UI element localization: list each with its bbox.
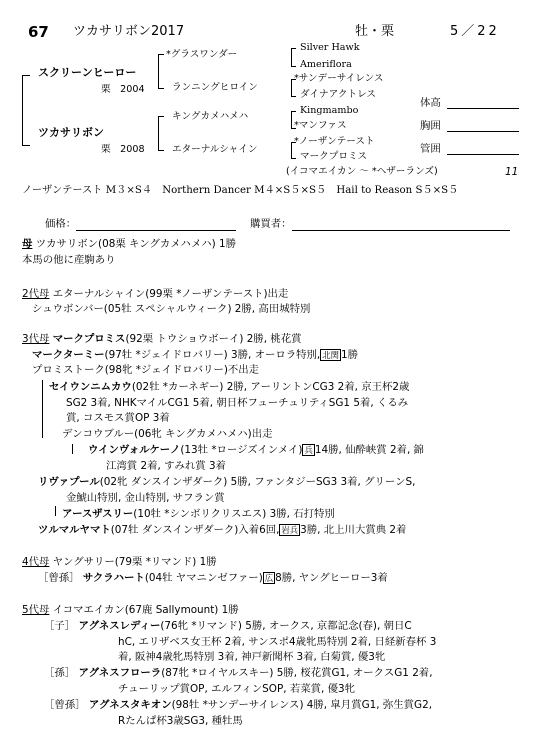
horse-record: (97牡 *ジェイドロバリー) 3勝, オーロラ特別, (104, 349, 321, 361)
gen2-head: エターナルシャイン(99栗 *ノーザンテースト)出走 (52, 288, 289, 300)
sire-name: スクリーンヒーロー (38, 66, 137, 79)
buyer-field[interactable] (292, 230, 510, 231)
horse-record: (02牝 ダンスインザダーク) 5勝, ファンタジーSG3 3着, グリーンS, (99, 476, 416, 488)
track-tag: 広 (264, 573, 274, 583)
track-tag: 岩兵 (281, 525, 299, 535)
dam-info: 栗 2008 (101, 144, 145, 155)
gen2-line: シュウボンバー(05牡 スペシャルウィーク) 2勝, 高田城特別 (32, 303, 311, 315)
section-tag: 4代母 (22, 556, 50, 568)
horse-record-after: 14勝, 仙酔峡賞 2着, 錦 (314, 444, 424, 456)
gen3-line-4: デンコウブルー(06牝 キングカメハメハ)出走 (62, 428, 273, 440)
horse-name: ツルマルヤマト (38, 524, 111, 536)
gen5-line-2-cont: チューリップ賞OP, エルフィンSOP, 若菜賞, 優3牝 (118, 683, 355, 695)
horse-name: ツカサリボン2017 (73, 24, 185, 39)
relation-bracket: ［子］ (44, 620, 76, 632)
dam-dam: エターナルシャイン (172, 144, 258, 155)
horse-record: (76牝 *リマンド) 5勝, オークス, 京都記念(春), 朝日C (160, 620, 412, 632)
g3-2: Ameriflora (300, 59, 352, 70)
horse-record: (87牝 *ロイヤルスキー) 5勝, 桜花賞G1, オークスG1 2着, (161, 667, 433, 679)
gen3-line-2: プロミストーク(98牝 *ジェイドロバリー)不出走 (32, 364, 260, 376)
horse-record: (10牡 *シンボリクリスエス) 3勝, 石打特別 (133, 508, 335, 520)
girth-label: 胸囲 (420, 120, 441, 132)
track-tag: 北関 (322, 350, 339, 360)
dam-section (22, 239, 236, 249)
relation-bracket: ［曾孫］ (44, 699, 86, 711)
pedigree-footnote: (イコマエイカン ～ *ヘザーランズ) (286, 166, 438, 177)
relation-bracket: ［孫］ (44, 667, 76, 679)
gen3-line-5 (88, 445, 424, 455)
track-tag: 兵 (304, 445, 313, 455)
horse-name: セイウンニムカウ (49, 381, 132, 393)
horse-record-after: 1勝 (340, 349, 358, 361)
gen3-line-5-cont: 江湾賞 2着, すみれ賞 3着 (106, 460, 226, 472)
price-label: 価格： (45, 218, 77, 230)
g3-5: Kingmambo (300, 105, 359, 116)
horse-record: (98牡 *サンデーサイレンス) 4勝, 皐月賞G1, 弥生賞G2, (171, 699, 432, 711)
horse-record: (04牡 ヤマニンゼファー) (144, 572, 263, 584)
inbreeding-line: ノーザンテースト M３×S４ Northern Dancer M４×S５×S５ Hail to Reason S５×S５ (22, 185, 459, 196)
horse-name: アグネスレディー (78, 620, 161, 632)
section-tag: 3代母 (22, 333, 50, 345)
gen5-line-1-cont1: hC, エリザベス女王杯 2着, サンスポ4歳牝馬特別 2着, 日経新春杯 3 (118, 636, 437, 648)
section-tag: 5代母 (22, 604, 50, 616)
dam-sire: キングカメハメハ (172, 111, 249, 122)
gen4-head: ヤングサリー(79栗 *リマンド) 1勝 (52, 556, 217, 568)
cannon-field[interactable] (447, 154, 519, 155)
dam-line: ツカサリボン(08栗 キングカメハメハ) 1勝 (35, 238, 236, 250)
gen3-line-3 (49, 382, 409, 392)
gen3-line-3-cont2: 賞, コスモス賞OP 3着 (66, 412, 170, 424)
g3-1: Silver Hawk (300, 42, 360, 53)
horse-name: マークターミー (32, 349, 105, 361)
gen5-section (22, 605, 239, 615)
height-label: 体高 (420, 97, 441, 109)
family-number: 11 (505, 166, 519, 178)
horse-name: アグネスフローラ (78, 667, 162, 679)
gen5-line-3 (44, 700, 432, 710)
horse-name: サクラハート (82, 572, 145, 584)
gen3-line-6-cont: 金鯱山特別, 金山特別, サフラン賞 (66, 492, 225, 504)
horse-record: (13牡 *ロージズインメイ) (180, 444, 303, 456)
sire-sire: *グラスワンダー (166, 49, 238, 60)
gen3-line-6 (38, 477, 415, 487)
gen5-head: イコマエイカン(67鹿 Sallymount) 1勝 (52, 604, 239, 616)
gen3-line-1 (32, 350, 358, 360)
gen4-line-1 (38, 573, 388, 583)
horse-record-after: 3勝, 北上川大賞典 2着 (300, 524, 407, 536)
g3-7: *ノーザンテースト (294, 136, 375, 147)
gen3-line-3-cont1: SG2 3着, NHKマイルCG1 5着, 朝日杯フューチュリティSG1 5着, くるみ (66, 397, 409, 409)
height-field[interactable] (447, 108, 519, 109)
gen4-section (22, 557, 217, 567)
horse-name: アースザスリー (62, 508, 134, 520)
horse-record-after: 8勝, ヤングヒーロー3着 (275, 572, 388, 584)
gen3-head-name: マークプロミス (52, 333, 126, 345)
horse-name: ウインヴォルケーノ (88, 444, 181, 456)
gen3-line-8 (38, 525, 406, 535)
gen3-head-rest: (92栗 トウショウボーイ) 2勝, 桃花賞 (125, 333, 302, 345)
relation-bracket: ［曾孫］ (38, 572, 80, 584)
g3-8: マークプロミス (300, 151, 368, 162)
sale-date: 5／22 (450, 24, 500, 39)
girth-field[interactable] (447, 131, 519, 132)
gen2-section (22, 289, 288, 299)
g3-3: *サンデーサイレンス (294, 73, 384, 84)
sire-info: 栗 2004 (101, 84, 145, 95)
buyer-label: 購買者： (250, 218, 292, 230)
g3-6: *マンファス (294, 120, 347, 131)
lot-number: 67 (28, 23, 49, 41)
horse-name: アグネスタキオン (88, 699, 172, 711)
section-tag: 母 (22, 238, 33, 250)
gen5-line-2 (44, 668, 433, 678)
g3-4: ダイナアクトレス (300, 89, 376, 100)
sex-color: 牡・栗 (355, 24, 395, 39)
section-tag: 2代母 (22, 288, 50, 300)
gen3-section (22, 334, 301, 344)
dam-line2: 本馬の他に産駒あり (22, 254, 116, 266)
gen3-line-7 (62, 509, 335, 519)
horse-record: (02牡 *カーネギー) 2勝, アーリントンCG3 2着, 京王杯2歳 (131, 381, 410, 393)
horse-record: (07牡 ダンスインザダーク)入着6回, (110, 524, 280, 536)
sire-dam: ランニングヒロイン (172, 82, 258, 93)
gen5-line-1-cont2: 着, 阪神4歳牝馬特別 3着, 神戸新聞杯 3着, 白菊賞, 優3牝 (118, 651, 386, 663)
horse-name: リヴァプール (38, 476, 100, 488)
dam-name: ツカサリボン (38, 126, 104, 139)
gen5-line-1 (44, 621, 412, 631)
price-field[interactable] (76, 230, 236, 231)
gen5-line-3-cont: Rたんぱ杯3歳SG3, 種牡馬 (118, 715, 243, 727)
cannon-label: 管囲 (420, 143, 441, 155)
